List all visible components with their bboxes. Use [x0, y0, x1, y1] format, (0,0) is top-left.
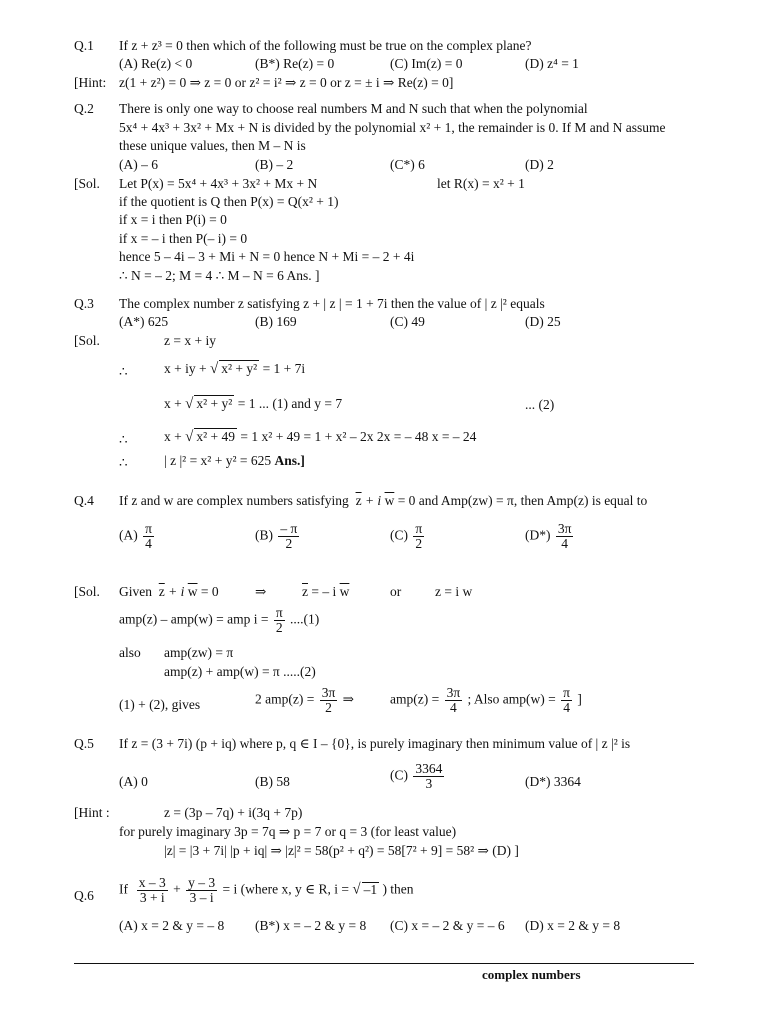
q3-label: Q.3: [74, 296, 94, 311]
q1-option-b: (B*) Re(z) = 0: [255, 56, 335, 71]
q5-hint-line1: z = (3p – 7q) + i(3q + 7p): [164, 805, 303, 820]
q3-question: The complex number z satisfying z + | z | = 1 + 7i then the value of | z |² equals: [119, 296, 545, 311]
q4-question: If z and w are complex numbers satisfying $\overline{z} + i$ $\overline{w} = 0$ and Amp(zw) = π, then Amp(z) is equal to: [119, 493, 648, 508]
q4-sol-zbar-eq: $\overline{z}$ = – i $\overline{w}$: [302, 584, 350, 599]
q3-sol-line1: z = x + iy: [164, 333, 216, 348]
q3-sol-line5: | z |² = x² + y² = 625 Ans.]: [164, 453, 305, 468]
q6-option-a: (A) x = 2 & y = – 8: [119, 918, 225, 933]
q3-option-a: (A*) 625: [119, 314, 169, 329]
q3-sol-label: [Sol.: [74, 333, 100, 348]
q4-sol-line2: amp(z) – amp(w) = amp i = $\frac{\pi}{2}$ ....(1): [119, 605, 320, 635]
q4-sol-line5-right: amp(z) = $\frac{3\pi}{4}$ ; Also amp(w) = $\frac{\pi}{4}$ ]: [390, 685, 582, 715]
q2-sol-line3: if x = i then P(i) = 0: [119, 212, 227, 227]
q4-sol-or: or: [390, 584, 402, 599]
q5-option-d: (D*) 3364: [525, 774, 581, 789]
implies-symbol: ⇒: [255, 584, 267, 599]
q4-sol-line4: amp(z) + amp(w) = π .....(2): [164, 664, 316, 679]
q3-sol-line3: x + √ x² + y² = 1 ... (1) and y = 7: [164, 396, 343, 412]
therefore-symbol: ∴: [119, 432, 128, 447]
sqrt-minus-one: –1: [363, 881, 378, 897]
q2-sol-line6: ∴ N = – 2; M = 4 ∴ M – N = 6 Ans. ]: [119, 268, 320, 283]
q4-option-c: (C) $\frac{\pi}{2}$: [390, 521, 423, 551]
q5-hint-line2: for purely imaginary 3p = 7q ⇒ p = 7 or q = 3 (for least value): [119, 824, 457, 839]
answer-marker: Ans.]: [274, 453, 305, 468]
q6-option-b: (B*) x = – 2 & y = 8: [255, 918, 367, 933]
q1-hint-label: [Hint:: [74, 75, 107, 90]
q4-sol-line1: Given $\overline{z} + i$ $\overline{w} = 0$: [119, 584, 219, 599]
q3-option-c: (C) 49: [390, 314, 425, 329]
q6-option-c: (C) x = – 2 & y = – 6: [390, 918, 505, 933]
q5-question: If z = (3 + 7i) (p + iq) where p, q ∈ I – {0}, is purely imaginary then minimum value of | z |² is: [119, 736, 631, 751]
q3-option-b: (B) 169: [255, 314, 297, 329]
q1-option-c: (C) Im(z) = 0: [390, 56, 463, 71]
q4-option-d: (D*) $\frac{3\pi}{4}$: [525, 521, 572, 551]
therefore-symbol: ∴: [119, 364, 128, 379]
q2-sol-line2: if the quotient is Q then P(x) = Q(x² + 1): [119, 194, 339, 209]
q1-option-d: (D) z⁴ = 1: [525, 56, 579, 71]
q4-sol-label: [Sol.: [74, 584, 100, 599]
sqrt-x2-y2: x² + y²: [196, 396, 233, 411]
q2-sol-label: [Sol.: [74, 176, 100, 191]
q2-label: Q.2: [74, 101, 94, 116]
q6-question: If $\frac{x - 3}{3 + i}$ + $\frac{y - 3}{3 - i}$ = i (where x, y ∈ R, i = √ –1 ) then: [119, 875, 414, 905]
q4-sol-also: also: [119, 645, 141, 660]
q2-sol-line1-right: let R(x) = x² + 1: [437, 176, 525, 191]
q4-label: Q.4: [74, 493, 94, 508]
sqrt-x2-49: x² + 49: [196, 429, 236, 444]
q2-option-c: (C*) 6: [390, 157, 425, 172]
q1-question: If z + z³ = 0 then which of the following must be true on the complex plane?: [119, 38, 532, 53]
q2-option-a: (A) – 6: [119, 157, 158, 172]
q2-question-line3: these unique values, then M – N is: [119, 138, 306, 153]
q6-option-d: (D) x = 2 & y = 8: [525, 918, 621, 933]
q1-hint: z(1 + z²) = 0 ⇒ z = 0 or z² = i² ⇒ z = 0 or z = ± i ⇒ Re(z) = 0]: [119, 75, 454, 90]
q2-option-b: (B) – 2: [255, 157, 294, 172]
footer-divider: [74, 963, 694, 964]
q4-sol-line5-label: (1) + (2), gives: [119, 697, 201, 712]
q1-label: Q.1: [74, 38, 94, 53]
footer-title: complex numbers: [482, 967, 581, 982]
q4-sol-line5-mid: 2 amp(z) = $\frac{3\pi}{2}$ ⇒: [255, 685, 354, 715]
q5-option-b: (B) 58: [255, 774, 290, 789]
q4-sol-line3: amp(zw) = π: [164, 645, 234, 660]
q5-label: Q.5: [74, 736, 94, 751]
q5-hint-label: [Hint :: [74, 805, 110, 820]
q3-sol-line4: x + √ x² + 49 = 1 x² + 49 = 1 + x² – 2x 2x = – 48 x = – 24: [164, 429, 477, 445]
q3-eq-ref-2: ... (2): [525, 397, 555, 412]
q4-sol-z-eq-iw: z = i w: [435, 584, 473, 599]
q2-question-line2: 5x⁴ + 4x³ + 3x² + Mx + N is divided by the polynomial x² + 1, the remainder is 0. If M and N assume: [119, 120, 666, 135]
q4-option-a: (A) $\frac{\pi}{4}$: [119, 521, 152, 551]
q2-sol-line1: Let P(x) = 5x⁴ + 4x³ + 3x² + Mx + N: [119, 176, 318, 191]
q1-option-a: (A) Re(z) < 0: [119, 56, 193, 71]
q4-option-b: (B) $\frac{- \pi}{2}$: [255, 521, 298, 551]
sqrt-x2-y2: x² + y²: [221, 361, 258, 376]
q2-sol-line5: hence 5 – 4i – 3 + Mi + N = 0 hence N + Mi = – 2 + 4i: [119, 249, 415, 264]
therefore-symbol: ∴: [119, 455, 128, 470]
q2-sol-line4: if x = – i then P(– i) = 0: [119, 231, 248, 246]
q3-option-d: (D) 25: [525, 314, 561, 329]
q6-label: Q.6: [74, 888, 94, 903]
q5-option-a: (A) 0: [119, 774, 148, 789]
q5-hint-line3: |z| = |3 + 7i| |p + iq| ⇒ |z|² = 58(p² + q²) = 58[7² + 9] = 58² ⇒ (D) ]: [164, 843, 519, 858]
q3-sol-line2: x + iy + √ x² + y² = 1 + 7i: [164, 361, 306, 377]
q5-option-c: (C) $\frac{3364}{3}$: [390, 761, 443, 791]
q2-question-line1: There is only one way to choose real numbers M and N such that when the polynomial: [119, 101, 588, 116]
q2-option-d: (D) 2: [525, 157, 554, 172]
